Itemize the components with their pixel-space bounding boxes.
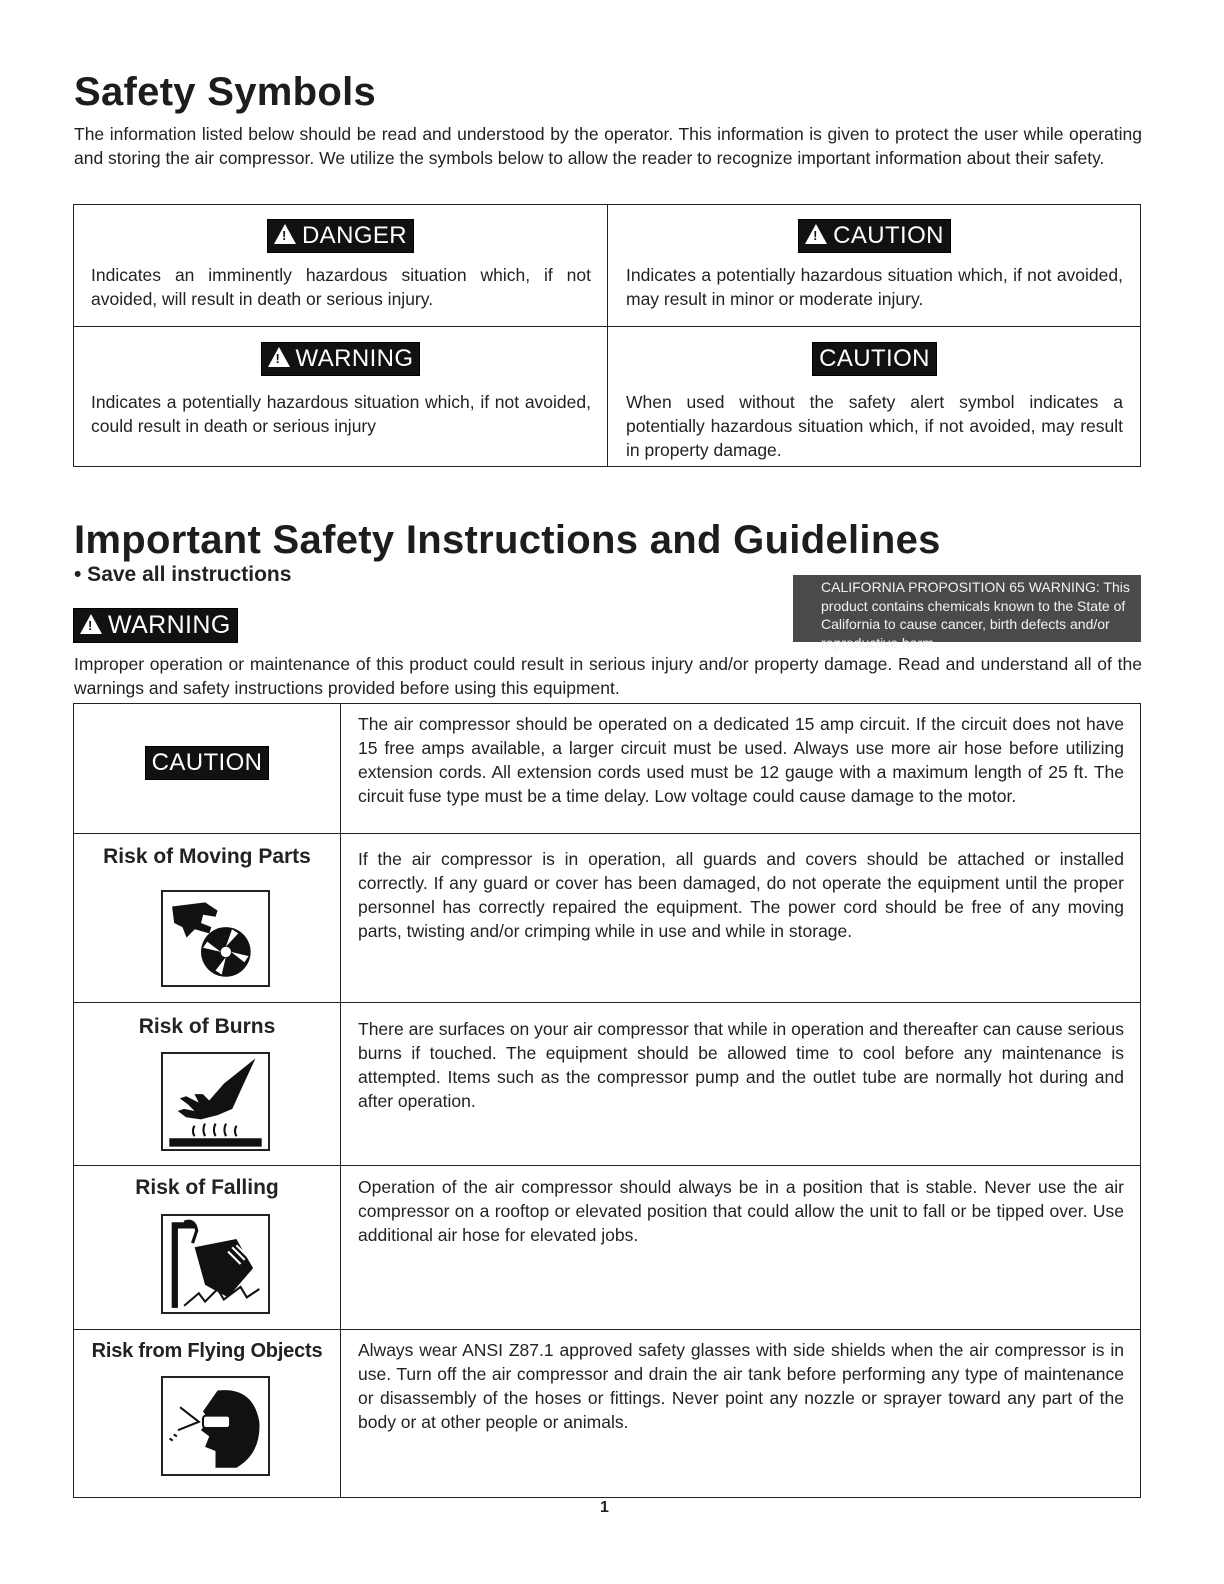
symbol-cell-caution-property <box>608 327 1141 467</box>
risk-title-moving-parts: Risk of Moving Parts <box>103 845 311 868</box>
risk-title-flying-objects: Risk from Flying Objects <box>91 1340 323 1362</box>
caution-guideline-text: The air compressor should be operated on a dedicated 15 amp circuit. If the circuit does not have 15 free amps available, a larger circuit must be used. Always use more air hose before utilizing extension cords. All extension cords used must be 12 gauge with a maximum length of 25 ft. The circuit fuse type must be a time delay. Low voltage could cause damage to the motor. <box>358 714 1124 806</box>
flying-objects-guideline-text: Always wear ANSI Z87.1 approved safety glasses with side shields when the air compressor is in use. Turn off the air compressor and drain the air tank before performing any type of maintenance or disassembly of the hoses or fittings. Never point any nozzle or sprayer toward any part of the body or at other people or animals. <box>358 1340 1124 1432</box>
symbol-cell-danger <box>74 205 607 326</box>
alert-triangle-icon <box>80 614 102 634</box>
section-title-safety-instructions: Important Safety Instructions and Guidelines <box>74 518 941 562</box>
risk-title-burns: Risk of Burns <box>138 1015 276 1038</box>
symbol-description: Indicates a potentially hazardous situation which, if not avoided, could result in death or serious injury <box>91 392 591 436</box>
guideline-caution-label-wrap <box>74 746 340 780</box>
safety-symbols-intro: The information listed below should be read and understood by the operator. This information is given to protect the user while operating and storing the air compressor. We utilize the symbols below to allow the reader to recognize important information about their safety. <box>74 124 1142 168</box>
danger-signal-word: !DANGER <box>267 219 414 253</box>
falling-object-icon <box>161 1214 270 1314</box>
warning-intro: Improper operation or maintenance of this product could result in serious injury and/or property damage. Read and understand all of the warnings and safety instructions provided before using this equipment. <box>74 654 1142 698</box>
warning-signal-word: !WARNING <box>261 342 421 376</box>
hot-surface-icon <box>161 1052 270 1151</box>
falling-guideline-text: Operation of the air compressor should always be in a position that is stable. Never use the air compressor on a rooftop or elevated position that could allow the unit to fall or be tipped over. Use additional air hose for elevated jobs. <box>358 1177 1124 1245</box>
row-divider <box>74 1329 1140 1330</box>
caution-signal-word: !CAUTION <box>798 219 951 253</box>
eye-protection-icon <box>161 1376 270 1476</box>
symbol-cell-caution-alert <box>608 205 1141 326</box>
page-number: 1 <box>600 1499 609 1516</box>
row-divider <box>74 1165 1140 1166</box>
burns-guideline-text: There are surfaces on your air compressor that while in operation and thereafter can cause serious burns if touched. The equipment should be allowed time to cool before any maintenance is attempted. Items such as the compressor pump and the outlet tube are normally hot during and after operation. <box>358 1019 1124 1111</box>
safety-guidelines-table <box>73 703 1141 1498</box>
risk-title-falling: Risk of Falling <box>135 1176 279 1199</box>
prop65-warning-box: CALIFORNIA PROPOSITION 65 WARNING: This product contains chemicals known to the State of California to cause cancer, birth defects and/or reproductive harm. <box>793 575 1141 642</box>
alert-triangle-icon <box>805 224 827 244</box>
safety-symbols-table <box>73 204 1141 467</box>
alert-triangle-icon <box>274 224 296 244</box>
caution-signal-word: CAUTION <box>812 342 937 376</box>
symbol-description: Indicates a potentially hazardous situation which, if not avoided, may result in minor or moderate injury. <box>626 265 1123 309</box>
table-divider <box>340 704 341 1497</box>
section-title-safety-symbols: Safety Symbols <box>74 70 377 114</box>
symbol-description: When used without the safety alert symbol indicates a potentially hazardous situation which, if not avoided, may result in property damage. <box>626 392 1123 460</box>
symbol-description: Indicates an imminently hazardous situation which, if not avoided, will result in death or serious injury. <box>91 265 591 309</box>
warning-signal-word: !WARNING <box>73 608 238 643</box>
alert-triangle-icon <box>268 347 290 367</box>
row-divider <box>74 833 1140 834</box>
moving-parts-icon <box>161 890 270 987</box>
symbol-cell-warning <box>74 327 607 467</box>
row-divider <box>74 1002 1140 1003</box>
moving-parts-guideline-text: If the air compressor is in operation, all guards and covers should be attached or installed correctly. If any guard or cover has been damaged, do not operate the equipment until the proper personnel has correctly repaired the equipment. The power cord should be free of any moving parts, twisting and/or crimping while in use and while in storage. <box>358 849 1124 941</box>
caution-signal-word: CAUTION <box>145 746 270 780</box>
save-instructions-note: • Save all instructions <box>74 563 292 586</box>
